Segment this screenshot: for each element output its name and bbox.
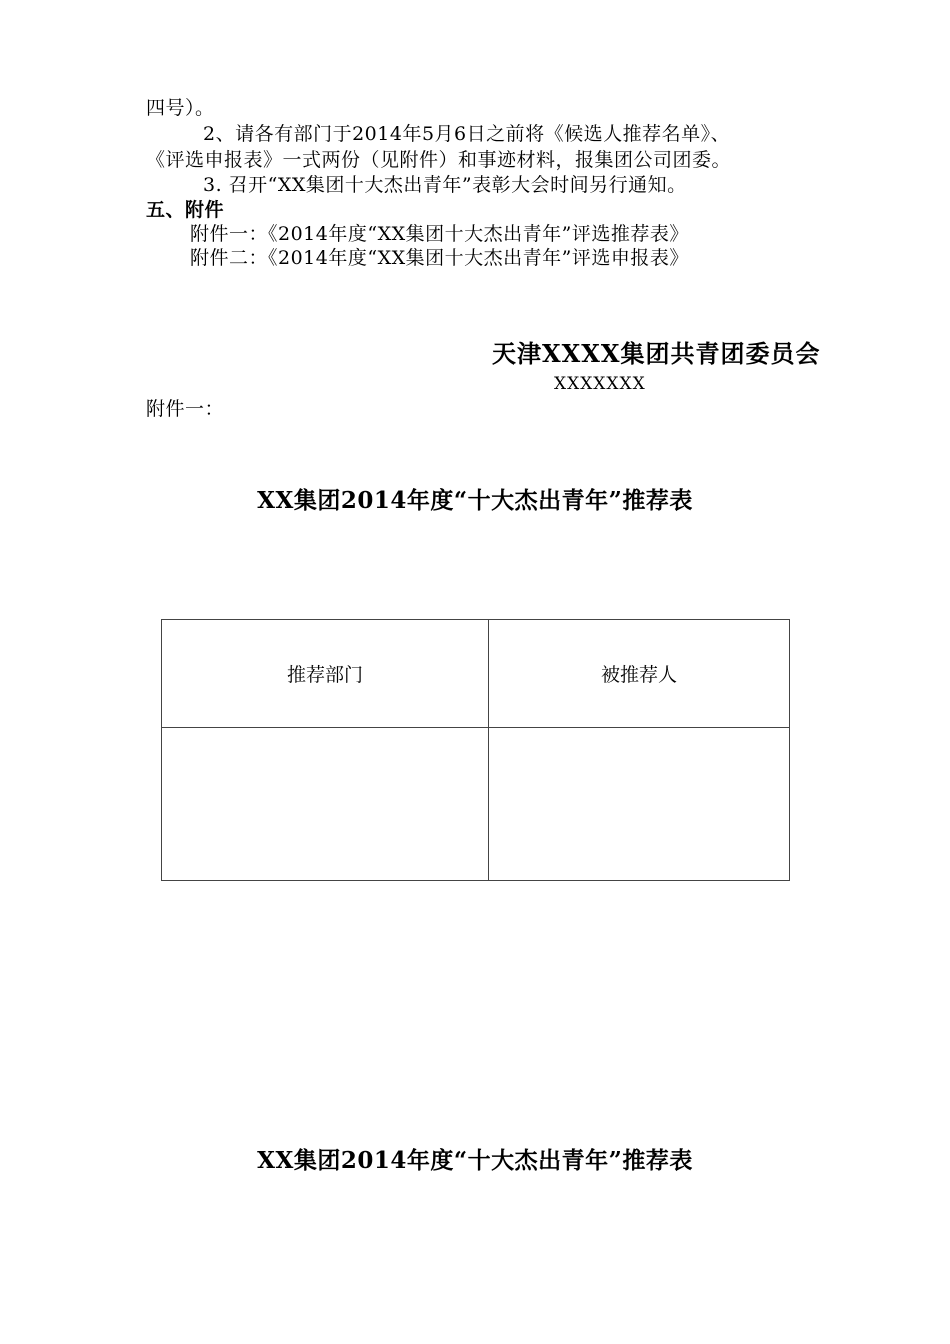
attachment-item-1: 附件一：《2014年度“XX集团十大杰出青年”评选推荐表》: [190, 223, 689, 245]
section-heading: 五、附件: [146, 199, 225, 221]
body-line-2: 2、请各有部门于2014年5月6日之前将《候选人推荐名单》、: [203, 123, 731, 145]
signature-organization: 天津XXXX集团共青团委员会: [492, 339, 821, 368]
header-recommending-department: 推荐部门: [162, 620, 489, 728]
body-line-3: 《评选申报表》一式两份（见附件）和事迹材料，报集团公司团委。: [146, 149, 732, 171]
attachment-item-2: 附件二：《2014年度“XX集团十大杰出青年”评选申报表》: [190, 247, 689, 269]
form-title-repeat: XX集团2014年度“十大杰出青年”推荐表: [257, 1147, 693, 1174]
signature-date: XXXXXXX: [554, 374, 646, 394]
cell-nominee: [489, 728, 790, 881]
attachment-label: 附件一：: [146, 398, 225, 420]
body-line-4: 3. 召开“XX集团十大杰出青年”表彰大会时间另行通知。: [203, 174, 687, 196]
body-line-1: 四号）。: [146, 97, 215, 119]
cell-department: [162, 728, 489, 881]
form-title: XX集团2014年度“十大杰出青年”推荐表: [257, 487, 693, 514]
table-row: [162, 728, 790, 881]
header-nominee: 被推荐人: [489, 620, 790, 728]
table-header-row: [162, 620, 790, 728]
recommendation-table: [161, 619, 790, 881]
